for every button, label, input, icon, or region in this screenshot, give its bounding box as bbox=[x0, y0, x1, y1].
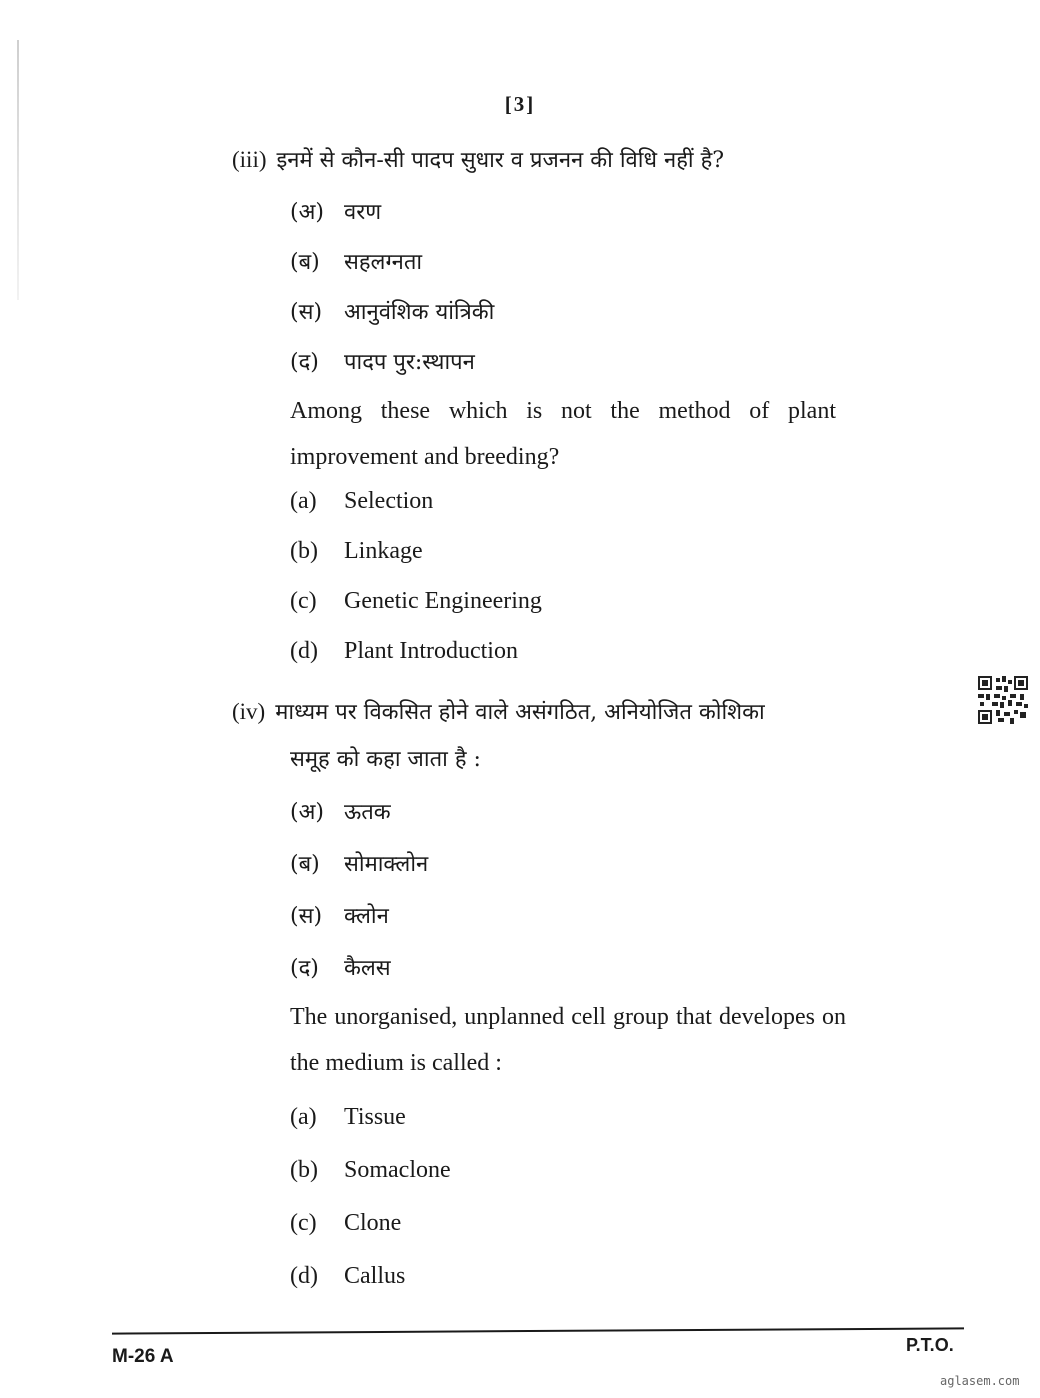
question-text-english: The unorganised, unplanned cell group that developes on the medium is called : bbox=[290, 1004, 846, 1076]
question-number: (iv) bbox=[232, 699, 266, 724]
question-text-hindi: माध्यम पर विकसित होने वाले असंगठित, अनियोजित कोशिका bbox=[275, 700, 765, 725]
option-text: आनुवंशिक यांत्रिकी bbox=[344, 300, 495, 325]
option-label: (द) bbox=[290, 350, 319, 375]
option-hindi bbox=[290, 848, 428, 878]
option-text: Selection bbox=[344, 488, 434, 514]
option-english bbox=[290, 638, 518, 665]
option-english bbox=[290, 1210, 401, 1237]
option-label: (अ) bbox=[290, 800, 324, 825]
question-number: (iii) bbox=[232, 147, 267, 172]
option-english bbox=[290, 1263, 405, 1290]
question-text-hindi-cont: समूह को कहा जाता है : bbox=[290, 747, 481, 772]
question-iii-hindi bbox=[232, 138, 724, 183]
watermark: aglasem.com bbox=[940, 1374, 1020, 1388]
option-label: (अ) bbox=[290, 200, 324, 225]
pto-label: P.T.O. bbox=[906, 1335, 954, 1355]
option-english bbox=[290, 538, 423, 565]
option-text: Somaclone bbox=[344, 1157, 451, 1183]
option-text: Linkage bbox=[344, 538, 423, 564]
option-english bbox=[290, 588, 542, 615]
qr-code-icon bbox=[978, 676, 1028, 724]
option-text: Clone bbox=[344, 1210, 402, 1236]
option-text: ऊतक bbox=[344, 800, 391, 825]
option-text: Tissue bbox=[344, 1104, 406, 1130]
option-label: (a) bbox=[290, 1104, 317, 1130]
option-label: (स) bbox=[290, 300, 323, 325]
option-hindi bbox=[290, 246, 422, 276]
option-text: क्लोन bbox=[344, 904, 389, 929]
option-text: पादप पुर:स्थापन bbox=[344, 350, 475, 375]
question-text-english: Among these which is not the method of plant improvement and breeding? bbox=[290, 398, 836, 470]
option-text: Callus bbox=[344, 1263, 406, 1289]
option-label: (द) bbox=[290, 956, 319, 981]
option-label: (स) bbox=[290, 904, 323, 929]
option-hindi bbox=[290, 296, 494, 326]
option-english bbox=[290, 1157, 451, 1184]
option-text: Genetic Engineering bbox=[344, 588, 542, 614]
option-text: Plant Introduction bbox=[344, 638, 518, 664]
option-english bbox=[290, 1104, 406, 1131]
option-label: (c) bbox=[290, 588, 317, 614]
option-label: (c) bbox=[290, 1210, 317, 1236]
option-hindi bbox=[290, 900, 389, 930]
option-label: (b) bbox=[290, 1157, 318, 1183]
paper-code: M-26 A bbox=[112, 1346, 174, 1367]
scan-edge-mark bbox=[17, 40, 19, 300]
option-label: (d) bbox=[290, 1263, 318, 1289]
question-iv-hindi bbox=[232, 690, 765, 735]
option-hindi bbox=[290, 952, 391, 982]
footer-divider bbox=[112, 1327, 964, 1334]
option-hindi bbox=[290, 196, 381, 226]
option-label: (b) bbox=[290, 538, 318, 564]
page-number: [3] bbox=[504, 92, 536, 116]
option-hindi bbox=[290, 346, 475, 376]
option-text: सहलग्नता bbox=[344, 250, 423, 275]
option-label: (d) bbox=[290, 638, 318, 664]
option-label: (ब) bbox=[290, 250, 320, 275]
question-text-hindi: इनमें से कौन-सी पादप सुधार व प्रजनन की विधि नहीं है? bbox=[276, 148, 725, 173]
option-label: (a) bbox=[290, 488, 317, 514]
option-text: सोमाक्लोन bbox=[344, 852, 429, 877]
option-label: (ब) bbox=[290, 852, 320, 877]
option-english bbox=[290, 488, 433, 515]
option-text: कैलस bbox=[344, 956, 391, 981]
option-text: वरण bbox=[344, 200, 382, 225]
option-hindi bbox=[290, 796, 391, 826]
